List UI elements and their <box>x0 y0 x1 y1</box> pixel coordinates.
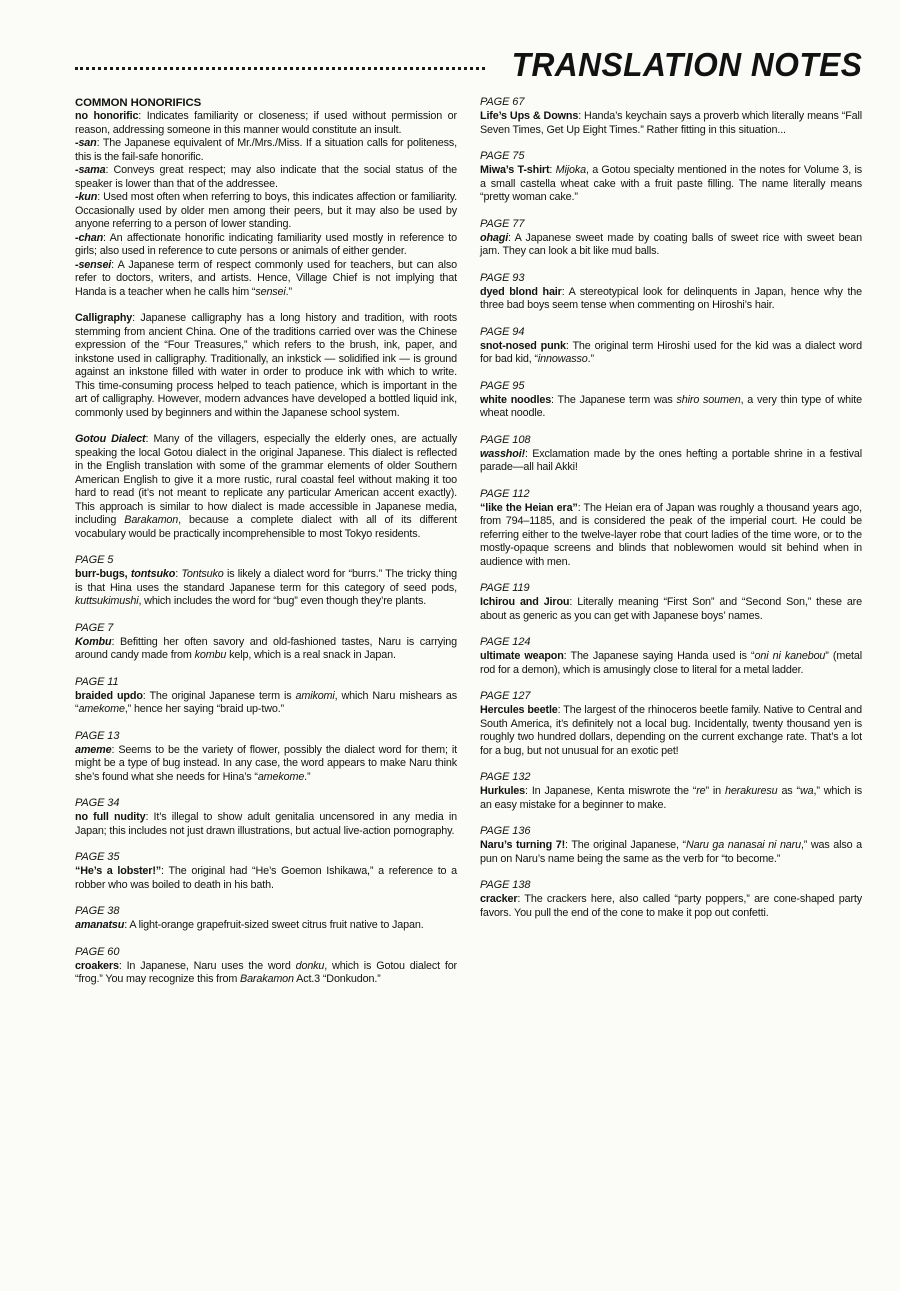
page-label: PAGE 124 <box>480 636 531 648</box>
note-text: wasshoi!: Exclamation made by the ones hefting a portable shrine in a festival parade—all hail Akki! <box>480 447 862 473</box>
note-term: Hercules beetle <box>480 704 558 716</box>
page-label: PAGE 94 <box>480 325 525 338</box>
page-label: PAGE 11 <box>75 675 119 688</box>
note-text: Calligraphy: Japanese calligraphy has a long history and tradition, with roots stemming from ancient China. One of the traditions carried over was the Chinese expression of the “Four Treasures,” which refers to the brush, ink, paper, and inkstone used in calligraphy. Traditionally, an inkstick — solidified ink — is ground against an inkstone filled with water in order to produce ink with which to write. This time-consuming process helped to teach patience, which is important in the art of calligraphy. However, modern advances have developed a bottled liquid ink, commonly used by beginners and within the Japanese school system. <box>75 312 457 419</box>
note-text: no full nudity: It’s illegal to show adult genitalia uncensored in any media in Japan; this includes not just drawn illustrations, but actual live-action pornography. <box>75 811 457 837</box>
note-entry <box>75 191 457 232</box>
note-text: croakers: In Japanese, Naru uses the word donku, which is Gotou dialect for “frog.” You may recognize this from Barakamon Act.3 “Donkudon.” <box>75 959 458 985</box>
page-label: PAGE 60 <box>75 945 120 958</box>
note-text: no honorific: Indicates familiarity or closeness; if used without permission or reason, addressing someone in this manner would constitute an insult. <box>75 110 457 136</box>
note-term: braided updo <box>75 689 143 702</box>
page-label: PAGE 67 <box>480 96 525 108</box>
page-label: PAGE 127 <box>480 690 531 702</box>
note-text: braided updo: The original Japanese term is amikomi, which Naru mishears as “amekome,” hence her saying “braid up-two.” <box>75 689 457 715</box>
note-text: ameme: Seems to be the variety of flower, possibly the dialect word for them; it might be a type of bug instead. In any case, the word appears to make Naru think she’s found what she needs for Hina’s “amekome.” <box>75 743 457 783</box>
page-label: PAGE 77 <box>480 217 525 230</box>
note-entry <box>75 622 457 663</box>
note-term: “like the Heian era” <box>480 501 578 514</box>
page-label: PAGE 75 <box>480 150 525 162</box>
page-header <box>75 46 862 84</box>
note-entry <box>75 554 457 609</box>
note-term: burr-bugs, tontsuko <box>75 568 176 580</box>
note-entry <box>480 96 862 137</box>
page-title: TRANSLATION NOTES <box>511 46 862 83</box>
note-text: -sensei: A Japanese term of respect commonly used for teachers, but can also refer to doctors, writers, and artists. Hence, Village Chief is not implying that Handa is a teacher when he calls him “sensei.” <box>75 258 457 298</box>
note-term: Miwa’s T-shirt <box>480 164 550 176</box>
note-term: cracker <box>480 893 518 905</box>
note-term: ultimate weapon <box>480 650 564 662</box>
note-text: -san: The Japanese equivalent of Mr./Mrs./Miss. If a situation calls for politeness, this is the fail-safe honorific. <box>75 137 457 163</box>
note-text: burr-bugs, tontsuko: Tontsuko is likely a dialect word for “burrs.” The tricky thing is that Hina uses the standard Japanese term for this category of seed pods, kuttsukimushi, which includes the word for “bug” even though they’re plants. <box>75 568 457 607</box>
note-term: Gotou Dialect <box>75 433 146 445</box>
note-term: Life’s Ups & Downs <box>480 110 579 122</box>
note-text: Kombu: Befitting her often savory and old-fashioned tastes, Naru is carrying around candy made from kombu kelp, which is a real snack in Japan. <box>75 635 457 661</box>
note-text: white noodles: The Japanese term was shiro soumen, a very thin type of white wheat noodle. <box>480 393 862 419</box>
note-term: ohagi <box>480 231 509 244</box>
note-entry <box>75 730 457 785</box>
note-term: -sama <box>75 164 106 176</box>
page-label: PAGE 95 <box>480 379 525 392</box>
note-text: Ichirou and Jirou: Literally meaning “First Son” and “Second Son,” these are about as generic as you can get with Japanese boys’ names. <box>480 596 862 622</box>
note-text: cracker: The crackers here, also called “party poppers,” are cone-shaped party favors. You pull the end of the cone to make it pop out confetti. <box>480 893 862 919</box>
note-text: “He’s a lobster!”: The original had “He’s Goemon Ishikawa,” a reference to a robber who was boiled to death in his bath. <box>75 865 457 891</box>
page-label: PAGE 7 <box>75 621 114 634</box>
note-entry <box>480 434 862 475</box>
note-entry <box>480 380 862 421</box>
note-entry <box>75 797 457 838</box>
page-label: PAGE 108 <box>480 433 531 446</box>
note-entry <box>75 676 457 717</box>
note-term: amanatsu <box>75 919 125 931</box>
dotted-leader-line <box>75 67 485 70</box>
note-entry <box>75 312 457 420</box>
note-entry <box>75 164 457 191</box>
note-entry <box>75 137 457 164</box>
note-term: croakers <box>75 959 119 972</box>
note-term: wasshoi! <box>480 447 525 460</box>
page-label: PAGE 119 <box>480 582 530 594</box>
note-term: white noodles <box>480 393 552 406</box>
note-text: Hurkules: In Japanese, Kenta miswrote the “re” in herakuresu as “wa,” which is an easy mistake for a beginner to make. <box>480 785 863 811</box>
notes-columns <box>75 96 862 987</box>
note-text: -chan: An affectionate honorific indicating familiarity used mostly in reference to girls; also used in reference to cute persons or animals of either gender. <box>75 231 457 257</box>
note-entry <box>75 946 457 987</box>
note-entry <box>480 582 862 623</box>
page-label: PAGE 93 <box>480 271 525 284</box>
note-entry <box>480 488 862 570</box>
note-term: Naru’s turning 7! <box>480 839 566 851</box>
note-entry <box>75 110 457 137</box>
note-term: Ichirou and Jirou <box>480 596 570 608</box>
note-term: Hurkules <box>480 785 526 797</box>
column-right <box>480 96 862 920</box>
note-entry <box>480 690 862 758</box>
note-entry <box>75 905 457 933</box>
note-term: -chan <box>75 231 104 244</box>
page-label: PAGE 112 <box>480 487 530 500</box>
note-term: dyed blond hair <box>480 285 562 298</box>
note-text: amanatsu: A light-orange grapefruit-sized sweet citrus fruit native to Japan. <box>75 919 424 931</box>
note-term: snot-nosed punk <box>480 339 566 352</box>
page-label: PAGE 13 <box>75 729 120 742</box>
section-heading: COMMON HONORIFICS <box>75 97 202 109</box>
note-term: -san <box>75 137 97 149</box>
note-entry <box>480 771 862 812</box>
note-entry <box>75 232 457 259</box>
column-left <box>75 96 457 987</box>
note-term: no honorific <box>75 110 139 122</box>
note-entry <box>480 825 862 866</box>
note-term: Kombu <box>75 635 112 648</box>
page-label: PAGE 35 <box>75 851 120 863</box>
note-term: no full nudity <box>75 811 146 823</box>
note-entry <box>480 150 862 205</box>
note-entry <box>480 326 862 367</box>
page-label: PAGE 132 <box>480 771 531 783</box>
note-entry <box>480 272 862 313</box>
note-entry <box>480 879 862 920</box>
note-text: ultimate weapon: The Japanese saying Handa used is “oni ni kanebou” (metal rod for a demon), which is amusingly close to literal for a metal ladder. <box>480 650 863 676</box>
note-term: “He’s a lobster!” <box>75 865 162 877</box>
note-text: Hercules beetle: The largest of the rhinoceros beetle family. Native to Central and South America, it’s definitely not a local bug. Incidentally, twenty thousand yen is roughly two hundred dollars, depending on the current exchange rate. That’s a lot for a bug, but not unusual for an exotic pet! <box>480 704 862 757</box>
note-entry <box>75 433 457 541</box>
note-text: snot-nosed punk: The original term Hiroshi used for the kid was a dialect word for bad kid, “innowasso.” <box>480 339 862 365</box>
note-text: Life’s Ups & Downs: Handa’s keychain says a proverb which literally means “Fall Seven Times, Get Up Eight Times.” Rather fitting in this situation... <box>480 110 862 136</box>
page-label: PAGE 136 <box>480 825 531 837</box>
note-text: ohagi: A Japanese sweet made by coating balls of sweet rice with sweet bean jam. They can look a bit like mud balls. <box>480 231 862 257</box>
note-entry <box>75 259 457 300</box>
note-term: -sensei <box>75 258 112 271</box>
note-text: -sama: Conveys great respect; may also indicate that the social status of the speaker is lower than that of the addressee. <box>75 164 457 190</box>
note-term: Calligraphy <box>75 312 133 324</box>
note-term: ameme <box>75 743 112 756</box>
note-term: -kun <box>75 191 98 203</box>
note-entry <box>480 218 862 259</box>
note-text: dyed blond hair: A stereotypical look for delinquents in Japan, hence why the three bad boys seem tense when commenting on Hiroshi’s hair. <box>480 285 862 311</box>
page-label: PAGE 138 <box>480 879 531 891</box>
note-text: Naru’s turning 7!: The original Japanese, “Naru ga nanasai ni naru,” was also a pun on Naru’s name being the same as the verb for “to become.” <box>480 839 862 865</box>
page-label: PAGE 38 <box>75 905 120 917</box>
note-text: -kun: Used most often when referring to boys, this indicates affection or familiarity. Occasionally used by older men among their peers, but it may also be used by anyone referring to a person of lower standing. <box>75 191 457 230</box>
note-entry <box>480 636 862 677</box>
page-label: PAGE 34 <box>75 797 120 809</box>
note-text: “like the Heian era”: The Heian era of Japan was roughly a thousand years ago, from 794–1185, and is considered the peak of the imperial court. He could be referring either to the twelve-layer robe that court ladies of the time wore, or to the mostly-opaque screens and blinds that noblewomen would sit behind when in audience with men. <box>480 501 862 568</box>
note-entry <box>75 851 457 892</box>
note-text: Miwa’s T-shirt: Mijoka, a Gotou specialty mentioned in the notes for Volume 3, is a small castella wheat cake with a fruit paste filling. The name literally means “pretty woman cake.” <box>480 164 862 203</box>
note-text: Gotou Dialect: Many of the villagers, especially the elderly ones, are actually speaking the local Gotou dialect in the original Japanese. This dialect is reflected in the English translation with some of the grammar elements of older Southern American English to give it a more rustic, rural coastal feel without making it too hard to read (it’s not meant to replicate any particular American accent exactly). This approach is similar to how dialect is made accessible in Japanese media, including Barakamon, because a complete dialect with all of its different vocabulary would be practically incomprehensible to most Tokyo residents. <box>75 433 457 540</box>
page-label: PAGE 5 <box>75 554 114 566</box>
